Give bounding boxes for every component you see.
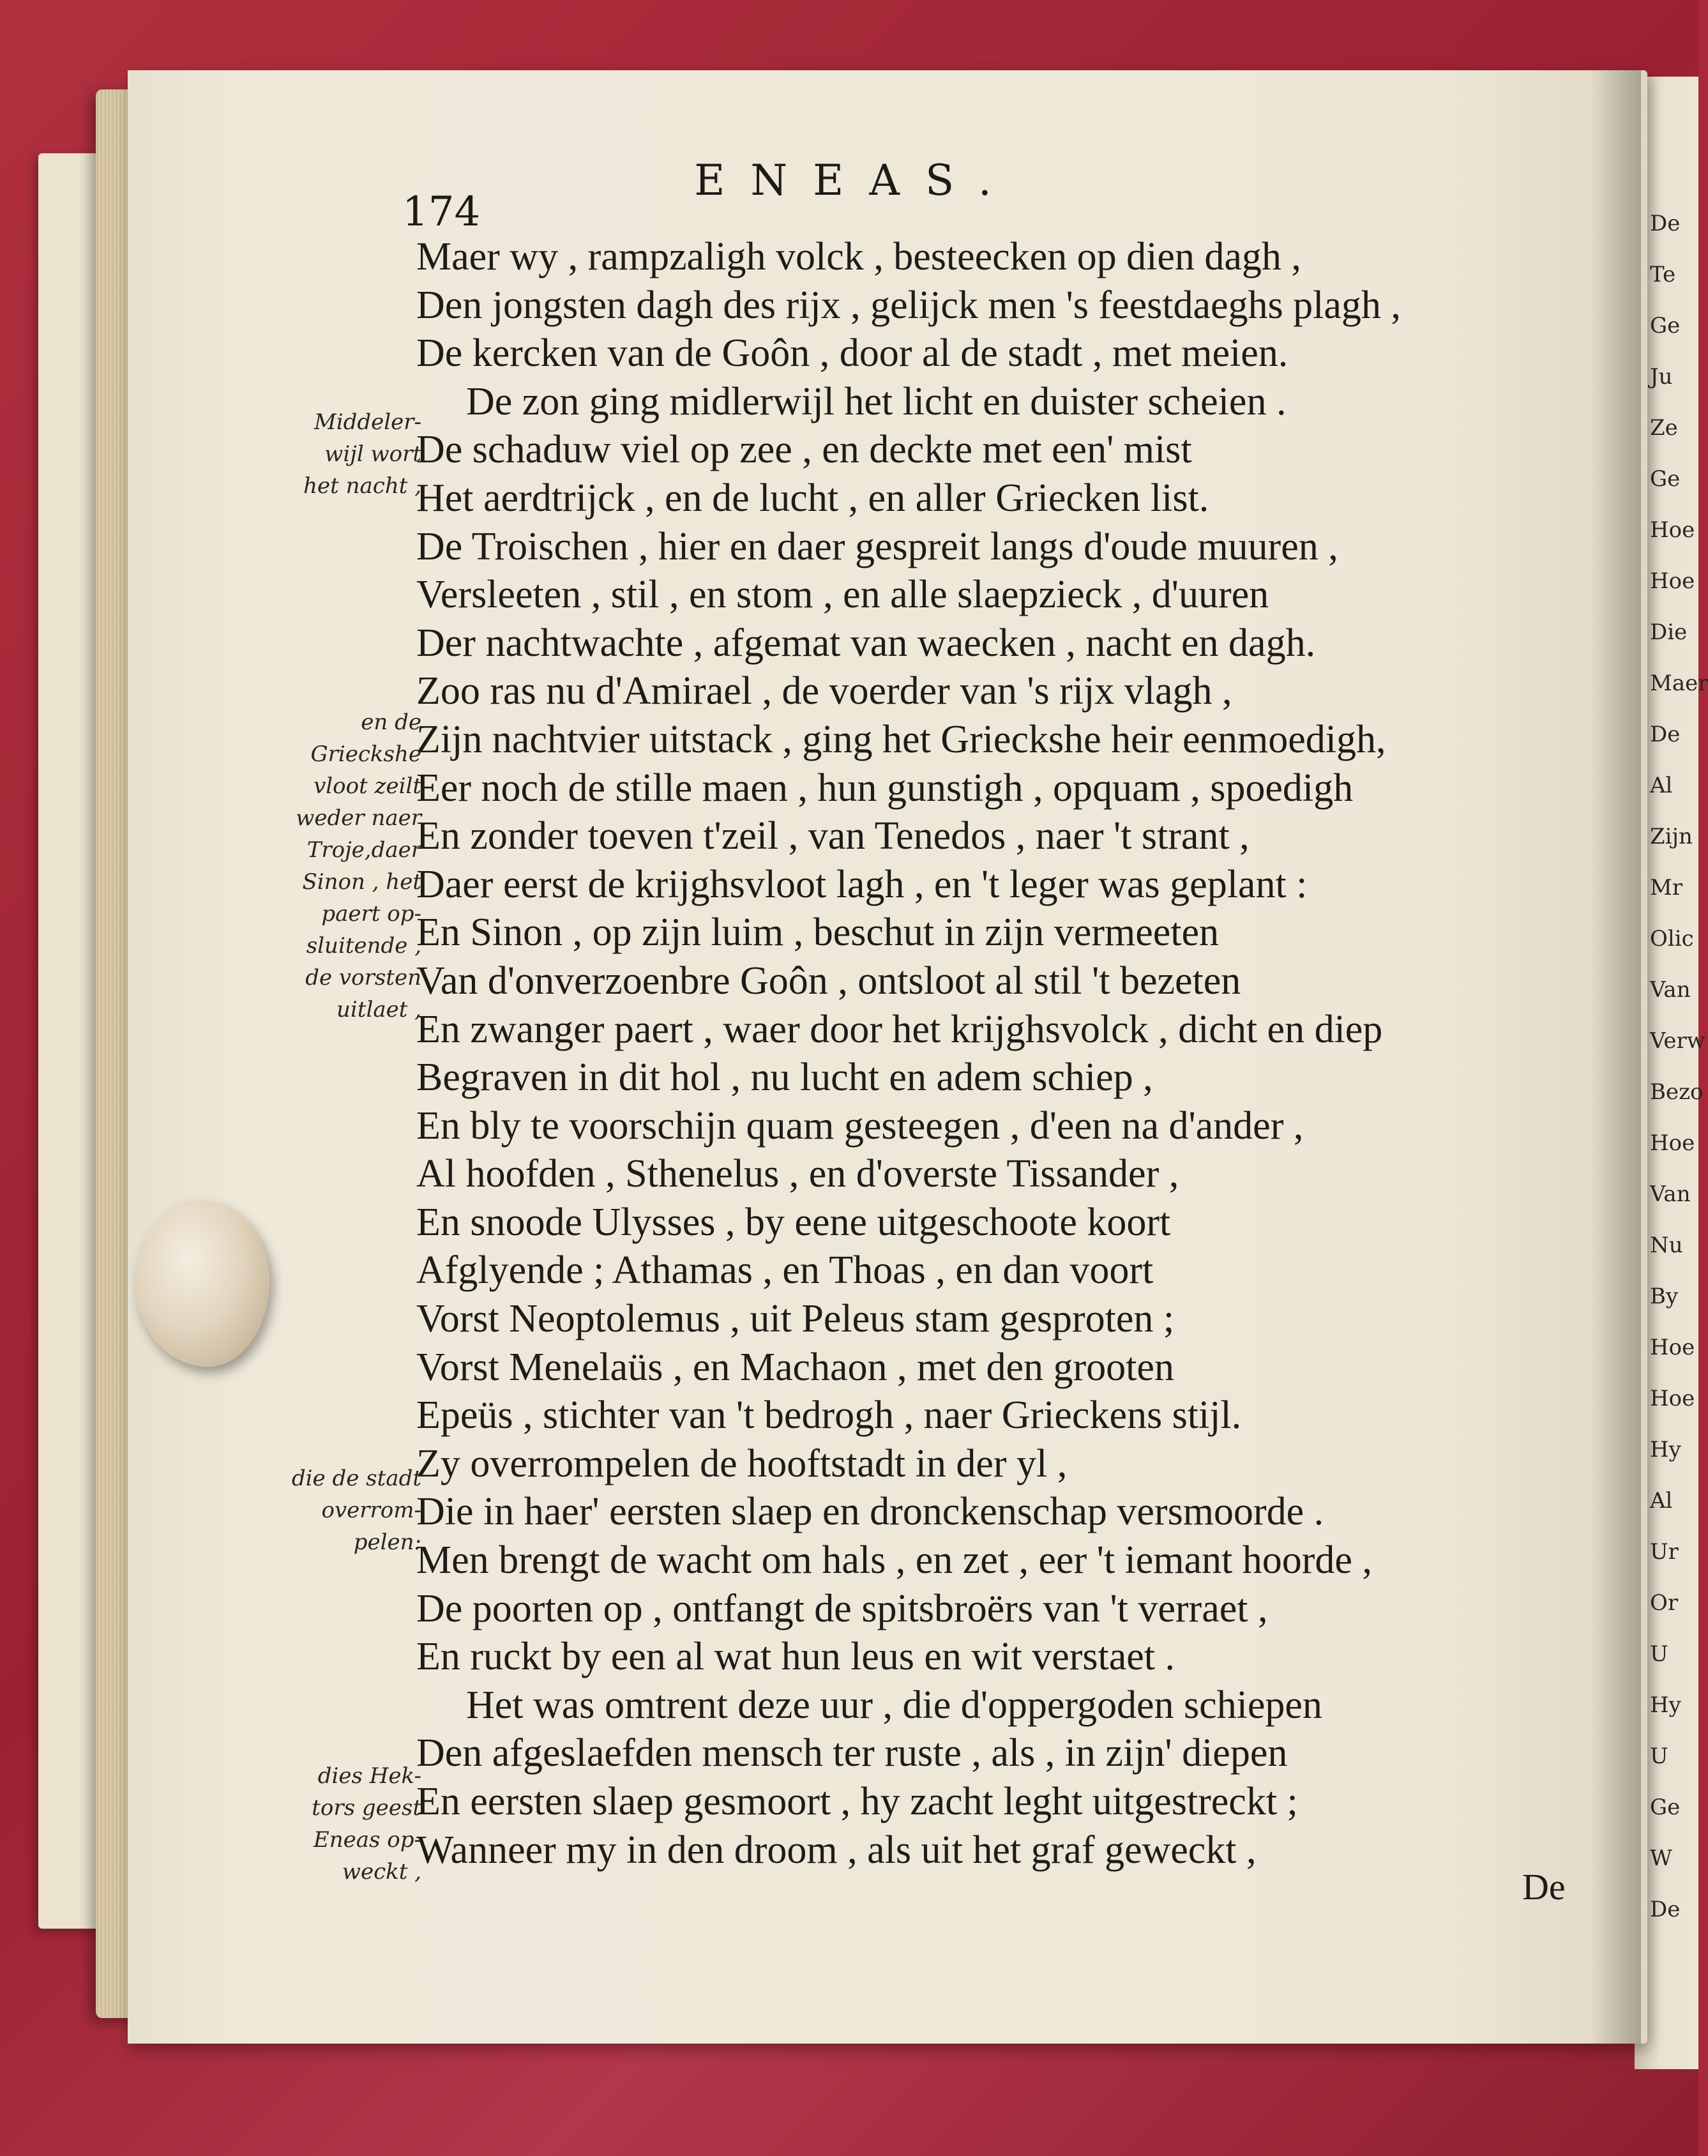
catchword: De	[1522, 1866, 1566, 1908]
verse-line: En Sinon , op zijn luim , beschut in zijn vermeeten	[416, 911, 1219, 955]
margin-note-line: de vorsten	[305, 965, 421, 991]
margin-note-line: weder naer	[296, 805, 421, 831]
verse-line: Men brengt de wacht om hals , en zet , eer 't iemant hoorde ,	[416, 1538, 1372, 1583]
margin-note-line: uitlaet ,	[336, 997, 421, 1022]
margin-note-line: Eneas op-	[313, 1827, 421, 1853]
verse-line: Wanneer my in den droom , als uit het graf geweckt ,	[416, 1828, 1257, 1872]
facing-page-line-fragment: Te	[1650, 262, 1676, 287]
margin-note-line: weckt ,	[342, 1859, 421, 1885]
verse-line: Het aerdtrijck , en de lucht , en aller Griecken list.	[416, 476, 1209, 520]
facing-page-line-fragment: Or	[1650, 1590, 1679, 1616]
facing-page-line-fragment: U	[1650, 1641, 1668, 1667]
margin-note-line: die de stadt	[291, 1466, 421, 1491]
margin-note-line: Troje,daer	[306, 837, 421, 863]
verse-line: Vorst Neoptolemus , uit Peleus stam gesproten ;	[416, 1297, 1175, 1341]
facing-page-line-fragment: Maer	[1650, 671, 1708, 696]
verse-line: Begraven in dit hol , nu lucht en adem schiep ,	[416, 1056, 1153, 1100]
verse-line: Eer noch de stille maen , hun gunstigh , opquam , spoedigh	[416, 766, 1354, 810]
verse-line: Zoo ras nu d'Amirael , de voerder van 's rijx vlagh ,	[416, 669, 1232, 713]
verse-line: De schaduw viel op zee , en deckte met een' mist	[416, 428, 1192, 472]
verse-text-block	[416, 233, 1604, 1874]
margin-note-line: Middeler-	[314, 409, 421, 435]
facing-page-line-fragment: Ge	[1650, 313, 1681, 338]
verse-line: En zonder toeven t'zeil , van Tenedos , naer 't strant ,	[416, 814, 1250, 858]
facing-page-line-fragment: Hoe	[1650, 517, 1695, 543]
facing-page-line-fragment: Hy	[1650, 1692, 1681, 1718]
margin-note-hector-ghost	[268, 1760, 421, 1888]
facing-page-line-fragment: Hoe	[1650, 1386, 1695, 1411]
facing-page-line-fragment: Hy	[1650, 1437, 1681, 1462]
margin-note-line: Sinon , het	[302, 869, 421, 895]
verse-line: Versleeten , stil , en stom , en alle slaepzieck , d'uuren	[416, 573, 1269, 617]
verse-line: Epeüs , stichter van 't bedrogh , naer Grieckens stijl.	[416, 1393, 1242, 1438]
margin-note-line: pelen:	[353, 1530, 421, 1555]
margin-note-line: en de	[361, 710, 421, 735]
pebble-page-weight	[135, 1201, 269, 1367]
facing-page-line-fragment: Ju	[1650, 364, 1673, 390]
facing-page-line-fragment: By	[1650, 1284, 1679, 1309]
margin-note-line: Grieckshe	[310, 741, 421, 767]
verse-line: De poorten op , ontfangt de spitsbroërs van 't verraet ,	[416, 1586, 1268, 1630]
verse-line: De Troischen , hier en daer gespreit langs d'oude muuren ,	[416, 524, 1338, 568]
margin-note-greek-fleet	[268, 706, 421, 1026]
verse-line: Al hoofden , Sthenelus , en d'overste Tissander ,	[416, 1152, 1179, 1196]
verse-line: En snoode Ulysses , by eene uitgeschoote koort	[416, 1200, 1171, 1244]
verse-line: Vorst Menelaüs , en Machaon , met den grooten	[416, 1345, 1174, 1389]
margin-note-line: het nacht ,	[303, 473, 421, 499]
facing-page-line-fragment: Nu	[1650, 1233, 1683, 1258]
verse-line: Zy overrompelen de hooftstadt in der yl ,	[416, 1441, 1068, 1485]
facing-page-line-fragment: De	[1650, 211, 1681, 236]
facing-page-line-fragment: Al	[1650, 1488, 1673, 1514]
facing-page-line-fragment: Bezo	[1650, 1079, 1704, 1105]
verse-line: Den jongsten dagh des rijx , gelijck men 's feestdaeghs plagh ,	[416, 283, 1401, 327]
facing-page-line-fragment: Ur	[1650, 1539, 1679, 1565]
verse-line: Afglyende ; Athamas , en Thoas , en dan voort	[416, 1249, 1154, 1293]
verse-line: De kercken van de Goôn , door al de stadt , met meien.	[416, 331, 1289, 376]
running-head: ENEAS.	[694, 156, 1017, 205]
margin-note-line: dies Hek-	[317, 1763, 421, 1789]
verse-line: En zwanger paert , waer door het krijghsvolck , dicht en diep	[416, 1007, 1383, 1051]
facing-page-line-fragment: Van	[1650, 1181, 1691, 1207]
verse-line: En eersten slaep gesmoort , hy zacht leght uitgestreckt ;	[416, 1780, 1298, 1823]
facing-page-line-fragment: W	[1650, 1846, 1672, 1871]
verse-line: Het was omtrent deze uur , die d'oppergoden schiepen	[466, 1683, 1322, 1727]
margin-note-line: vloot zeilt	[314, 773, 421, 799]
facing-page-line-fragment: Mr	[1650, 875, 1683, 900]
facing-page-line-fragment: De	[1650, 722, 1681, 747]
facing-page-line-fragment: Ge	[1650, 1795, 1681, 1820]
facing-page-line-fragment: Hoe	[1650, 568, 1695, 594]
page-number: 174	[402, 188, 481, 236]
margin-note-line: wijl wort	[324, 441, 421, 467]
verse-line: Die in haer' eersten slaep en dronckenschap versmoorde .	[416, 1490, 1324, 1534]
facing-page-line-fragment: Hoe	[1650, 1130, 1695, 1156]
verse-line: Den afgeslaefden mensch ter ruste , als , in zijn' diepen	[416, 1731, 1288, 1775]
facing-page-line-fragment: Verw	[1650, 1028, 1705, 1054]
margin-note-line: paert op-	[321, 901, 421, 927]
verse-line: Daer eerst de krijghsvloot lagh , en 't leger was geplant :	[416, 862, 1308, 906]
verse-line: Zijn nachtvier uitstack , ging het Grieckshe heir eenmoedigh,	[416, 717, 1386, 761]
verse-line: Van d'onverzoenbre Goôn , ontsloot al stil 't bezeten	[416, 959, 1241, 1003]
facing-page-line-fragment: Ge	[1650, 466, 1681, 492]
margin-note-nightfall	[268, 406, 421, 502]
facing-page-line-fragment: Hoe	[1650, 1335, 1695, 1360]
facing-page-line-fragment: Die	[1650, 619, 1688, 645]
facing-page-line-fragment: De	[1650, 1897, 1681, 1922]
verse-line: En ruckt by een al wat hun leus en wit verstaet .	[416, 1635, 1175, 1679]
facing-page-line-fragment: Van	[1650, 977, 1691, 1003]
margin-note-line: tors geest	[312, 1795, 421, 1821]
margin-note-line: overrom-	[321, 1498, 421, 1523]
verse-line: Maer wy , rampzaligh volck , besteecken op dien dagh ,	[416, 235, 1301, 278]
facing-page-line-fragment: Zijn	[1650, 824, 1693, 849]
verse-line: Der nachtwachte , afgemat van waecken , nacht en dagh.	[416, 621, 1316, 665]
facing-page-line-fragment: U	[1650, 1743, 1668, 1769]
facing-page-line-fragment: Ze	[1650, 415, 1678, 441]
facing-page-line-fragment: Al	[1650, 773, 1673, 798]
facing-page-line-fragment: Olic	[1650, 926, 1694, 952]
margin-note-line: sluitende ,	[306, 933, 421, 959]
verse-line: De zon ging midlerwijl het licht en duister scheien .	[466, 379, 1287, 423]
verse-line: En bly te voorschijn quam gesteegen , d'een na d'ander ,	[416, 1104, 1304, 1148]
margin-note-city-overrun	[268, 1462, 421, 1558]
